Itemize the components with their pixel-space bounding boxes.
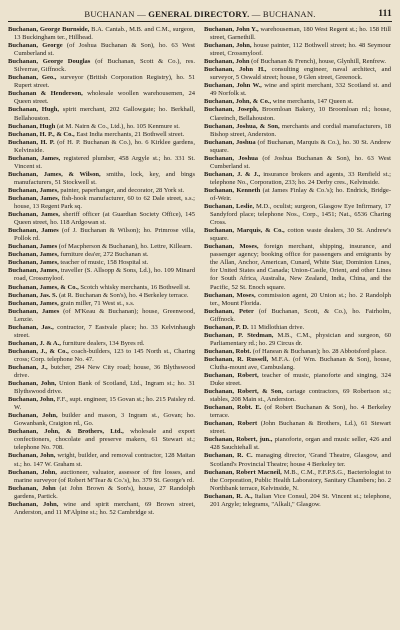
entry-details: registered plumber, 458 Argyle st.; ho. 331 St. Vincent st.	[14, 154, 196, 170]
entry-name: Buchanan, J., & Co.,	[8, 347, 69, 355]
directory-entry	[8, 155, 195, 171]
directory-entry	[8, 308, 195, 324]
directory-columns	[8, 26, 392, 517]
entry-name: Buchanan, R. Russell,	[204, 355, 269, 363]
entry-details: wright, builder, and removal contractor, 128 Maitan st.; ho. 147 W. Graham st.	[14, 452, 196, 468]
entry-details: Union Bank of Scotland, Ltd., Ingram st.; ho. 31 Blythswood drive.	[14, 380, 196, 396]
entry-details: house painter, 112 Bothwell street; ho. 48 Seymour street, Crossmyloof.	[210, 42, 392, 58]
directory-entry	[8, 380, 195, 396]
directory-entry	[8, 74, 195, 90]
entry-name: Buchanan, Marquis, & Co.,	[204, 227, 285, 235]
directory-entry	[204, 356, 391, 372]
directory-entry	[204, 388, 391, 404]
directory-entry	[204, 98, 391, 106]
entry-details: Italian Vice Consul, 204 St. Vincent st.; telephone, 201 Argyle; telegrams, "Alkali," Glasgow.	[210, 492, 391, 508]
entry-details: managing director, 'Grand Theatre, Glasgow, and Scotland's Provincial Theatre; house 4 Berkeley ter.	[210, 452, 391, 468]
directory-entry	[8, 501, 195, 517]
entry-name: Buchanan, J. & A.,	[8, 339, 61, 347]
entry-name: Buchanan, James, & Wilson,	[8, 170, 101, 178]
directory-entry	[8, 284, 195, 292]
directory-entry	[8, 42, 195, 58]
entry-name: Buchanan, John	[8, 484, 56, 492]
entry-name: Buchanan, John H.,	[204, 66, 267, 74]
entry-name: Buchanan, R. C.	[204, 452, 253, 460]
directory-entry	[204, 324, 391, 332]
directory-entry	[204, 493, 391, 509]
entry-name: Buchanan, H. P.	[8, 138, 55, 146]
entry-details: F.F., supt. engineer, 15 Govan st.; ho. 215 Paisley rd. W.	[14, 396, 196, 412]
entry-name: Buchanan, H. P., & Co.,	[8, 130, 75, 138]
directory-entry	[204, 404, 391, 420]
directory-entry	[8, 211, 195, 227]
entry-details: 11 Midlothian drive.	[250, 323, 305, 331]
entry-name: Buchanan, Hugh,	[8, 106, 60, 114]
entry-name: Buchanan, John,	[8, 412, 58, 420]
directory-entry	[204, 243, 391, 291]
entry-details: (at John Brown & Son's), house, 27 Randolph gardens, Partick.	[14, 484, 195, 500]
directory-entry	[8, 348, 195, 364]
entry-name: Buchanan, Peter	[204, 307, 254, 315]
entry-details: (of Robert Buchanan & Son), ho. 4 Berkeley terrace.	[210, 404, 391, 420]
entry-name: Buchanan, James,	[8, 154, 61, 162]
left-column	[8, 26, 195, 517]
directory-entry	[8, 412, 195, 428]
entry-name: Buchanan, James, & Co.,	[8, 283, 79, 291]
entry-details: (of Buchanan, Marquis & Co.), ho. 30 St. Andrew square.	[210, 138, 392, 154]
entry-name: Buchanan, Robert Macneil,	[204, 468, 282, 476]
entry-details: East India merchants, 21 Bothwell street.	[76, 130, 185, 138]
directory-entry	[8, 267, 195, 283]
entry-details: merchants and cordial manufacturers, 18 Bishop street, Anderston.	[210, 122, 391, 138]
entry-details: contractor, 7 Eastvale place; ho. 33 Kelvinhaugh street.	[14, 323, 196, 339]
directory-entry	[204, 58, 391, 66]
entry-name: Buchanan, James,	[8, 267, 59, 275]
entry-details: M.F.A. (of Wm. Buchanan & Son), house, Clutha-mount ave, Cambuslang.	[210, 355, 391, 371]
entry-name: Buchanan, John,	[8, 500, 59, 508]
directory-entry	[204, 203, 391, 227]
entry-details: wine and spirit merchant, 332 Scotland st. and 49 Norfolk st.	[210, 82, 391, 98]
directory-entry	[204, 171, 391, 187]
entry-name: Buchanan, Joshua, & Son,	[204, 122, 280, 130]
directory-entry	[204, 452, 391, 468]
entry-details: (at M. Nairn & Co., Ltd.), ho. 105 Kenmure st.	[56, 122, 180, 130]
entry-name: Buchanan, Robert,	[204, 372, 259, 380]
entry-name: Buchanan, George Douglas	[8, 58, 91, 66]
directory-entry	[204, 139, 391, 155]
entry-details: wholesale and export confectioners, chocolate and preserve makers, 61 Stewart st.; telephone No. 708.	[14, 428, 195, 452]
directory-entry	[8, 131, 195, 139]
entry-name: Buchanan, J. & J.,	[204, 170, 261, 178]
directory-entry	[8, 428, 195, 452]
entry-details: (of Joshua Buchanan & Son), ho. 63 West Cumberland st.	[210, 154, 391, 170]
directory-entry	[204, 42, 391, 58]
directory-entry	[204, 187, 391, 203]
directory-entry	[204, 420, 391, 436]
directory-entry	[8, 485, 195, 501]
entry-details: warehouseman, 180 West Regent st.; ho. 158 Hill street, Garnethill.	[210, 26, 392, 42]
entry-details: (of M'Keau & Buchanan); house, Greenwood, Lenzie.	[14, 307, 195, 323]
entry-name: Buchanan, Robt. E.	[204, 404, 262, 412]
entry-name: Buchanan, Jas.,	[8, 323, 54, 331]
entry-details: insurance brokers and agents, 33 Renfield st.; telephone No., Corporation, 233; ho. 24 Derby cres., Kelvinside.	[210, 170, 391, 186]
entry-name: Buchanan, John, & Co.,	[204, 98, 272, 106]
entry-name: Buchanan, James,	[8, 194, 60, 202]
directory-entry	[8, 227, 195, 243]
entry-details: Broomloan Bakery, 10 Broomloan rd.; house, Clareinch, Bellahouston.	[210, 106, 392, 122]
entry-name: Buchanan, John,	[204, 42, 252, 50]
entry-name: Buchanan, Robt.	[204, 347, 252, 355]
entry-details: M.B., C.M., F.F.P.S.G., Bacteriologist to the Corporation, Public Health Laboratory, Sanitary Chambers; ho. 2 Northbank terrace, Kelvinside, N.	[210, 468, 392, 492]
entry-details: (John Buchanan & Brothers, Ld.), 61 Stewart street.	[210, 420, 391, 436]
directory-entry	[8, 171, 195, 187]
entry-details: (of Hanean & Buchanan); ho. 28 Abbotsford place.	[252, 347, 387, 355]
entry-details: traveller (S. Allsopp & Sons, Ld.), ho. 109 Minard road, Crossmyloof.	[14, 267, 196, 283]
entry-name: Buchanan, John,	[8, 380, 57, 388]
entry-details: (of H. P. Buchanan & Co.), ho. 6 Kirklee gardens, Kelvinside.	[14, 138, 195, 154]
directory-entry	[8, 106, 195, 122]
entry-name: Buchanan, James	[8, 227, 59, 235]
entry-details: wine merchants, 147 Queen st.	[272, 98, 354, 106]
entry-name: Buchanan, James,	[8, 186, 59, 194]
directory-entry	[8, 58, 195, 74]
entry-name: Buchanan, Hugh	[8, 122, 56, 130]
entry-name: Buchanan, James,	[8, 251, 59, 259]
directory-entry	[8, 340, 195, 348]
entry-name: Buchanan, James,	[8, 299, 59, 307]
entry-details: cartage contractors, 69 Robertson st.; stables, 208 Main st., Anderston.	[210, 388, 392, 404]
directory-entry	[8, 324, 195, 340]
entry-name: Buchanan, J.,	[8, 363, 48, 371]
directory-entry	[8, 187, 195, 195]
entry-name: Buchanan, R. A.,	[204, 492, 253, 500]
entry-name: Buchanan, John, & Brothers, Ltd.,	[8, 428, 124, 436]
directory-entry	[204, 436, 391, 452]
running-header: BUCHANAN — GENERAL DIRECTORY. — BUCHANAN. 111	[8, 6, 392, 22]
page-number: 111	[378, 8, 392, 19]
entry-name: Buchanan, P. D.	[204, 323, 249, 331]
directory-entry	[8, 243, 195, 251]
entry-details: (at James Finlay & Co.'s); ho. Endrick, Bridge-of-Weir.	[210, 186, 392, 202]
entry-details: sheriff officer (at Guardian Society Office), 145 Queen street, ho. 118 Ardgowan st.	[14, 211, 195, 227]
entry-name: Buchanan, James,	[8, 211, 60, 219]
entry-name: Buchanan, John,	[8, 452, 56, 460]
directory-entry	[8, 452, 195, 468]
directory-entry	[204, 82, 391, 98]
directory-entry	[204, 292, 391, 308]
entry-details: smiths, lock, key, and bings manufacturers, 51 Stockwell st.	[14, 170, 196, 186]
directory-entry	[204, 332, 391, 348]
entry-name: Buchanan, George Burnside,	[8, 26, 90, 33]
directory-entry	[8, 26, 195, 42]
directory-entry	[8, 396, 195, 412]
entry-details: Scotch whisky merchants, 16 Bothwell st.	[80, 283, 191, 291]
header-right: BUCHANAN.	[262, 8, 316, 19]
directory-entry	[204, 372, 391, 388]
entry-name: Buchanan, Leslie,	[204, 203, 254, 211]
entry-name: Buchanan, John	[204, 58, 250, 66]
entry-details: teacher of music, 158 Hospital st.	[60, 259, 149, 267]
entry-details: M.B., C.M., physician and surgeon, 60 Parliamentary rd.; ho. 29 Circus dr.	[210, 331, 392, 347]
entry-name: Buchanan, P. Stedman,	[204, 331, 274, 339]
entry-details: surveyor (British Corporation Registry), ho. 51 Rupert street.	[14, 74, 196, 90]
header-center: GENERAL DIRECTORY.	[148, 8, 250, 19]
entry-name: Buchanan, Robert	[204, 420, 258, 428]
entry-name: Buchanan, Moses,	[204, 243, 259, 251]
entry-name: Buchanan, Geo.,	[8, 74, 57, 82]
entry-details: wine and spirit merchant, 69 Brown street, Anderston, and 11 M'Alpine st.; ho. 52 Cambridge st.	[14, 500, 195, 516]
entry-name: Buchanan, George	[8, 42, 63, 50]
directory-entry	[8, 139, 195, 155]
directory-entry	[8, 251, 195, 259]
directory-entry	[8, 195, 195, 211]
entry-details: consulting engineer, naval architect, and surveyor, 5 Oswald street; house, 9 Glen street, Greenock.	[210, 66, 391, 82]
entry-details: painter, paperhanger, and decorator, 28 York st.	[60, 186, 185, 194]
entry-details: (of Buchanan & French), house, Glynhill, Renfrew.	[251, 58, 386, 66]
directory-entry	[8, 259, 195, 267]
entry-details: spirit merchant, 202 Gallowgate; ho. Berkhall, Bellahouston.	[14, 106, 195, 122]
entry-details: cotton waste dealers, 30 St. Andrew's square.	[210, 227, 391, 243]
entry-name: Buchanan, John W.,	[204, 82, 262, 90]
entry-name: Buchanan, Jas. S.	[8, 291, 58, 299]
entry-name: Buchanan, Moses,	[204, 291, 256, 299]
entry-name: Buchanan & Henderson,	[8, 90, 83, 98]
directory-entry	[204, 227, 391, 243]
entry-details: coach-builders, 123 to 145 North st., Charing cross; Corp. telephone No. 47.	[14, 347, 195, 363]
directory-entry	[8, 469, 195, 485]
entry-name: Buchanan, James	[8, 243, 58, 251]
entry-name: Buchanan, James	[8, 307, 60, 315]
entry-name: Buchanan, John Y.,	[204, 26, 259, 33]
directory-entry	[204, 106, 391, 122]
directory-entry	[8, 123, 195, 131]
directory-entry	[8, 90, 195, 106]
directory-entry	[204, 123, 391, 139]
entry-details: grain miller, 71 West st., s.s.	[60, 299, 135, 307]
entry-name: Buchanan, James,	[8, 259, 59, 267]
entry-details: (of Buchanan, Scott, & Co.), ho. Fairholm, Giffnock.	[210, 307, 392, 323]
header-left: BUCHANAN	[84, 8, 135, 19]
entry-details: foreign merchant, shipping, insurance, and passenger agency; booking office for passengers and emigrants by the Allan, Anchor, American, Cunard, White Star, Dominion Lines, for United States and Canada; Union-Castle, Orient, and other Lines for South Africa, Australia, New Zealand, India, China, and the Pacific, 52 St. Enoch square.	[210, 243, 392, 291]
entry-details: commission agent, 20 Union st.; ho. 2 Randolph ter., Mount Florida.	[210, 291, 391, 307]
right-column	[204, 26, 391, 517]
entry-name: Buchanan, Joshua	[204, 154, 259, 162]
entry-details: wholesale woollen warehousemen, 24 Queen street.	[14, 90, 195, 106]
directory-entry	[8, 364, 195, 380]
directory-entry	[204, 26, 391, 42]
entry-name: Buchanan, Joshua	[204, 138, 256, 146]
entry-name: Buchanan, John,	[8, 396, 56, 404]
entry-details: (at R. Buchanan & Son's), ho. 4 Berkeley terrace.	[58, 291, 189, 299]
entry-details: butcher, 294 New City road; house, 36 Blythswood drive.	[14, 363, 195, 380]
entry-name: Buchanan, Robert, & Son,	[204, 388, 284, 396]
directory-entry	[204, 348, 391, 356]
entry-details: builder and mason, 3 Ingram st., Govan; ho. Gowanbank, Craigton rd., Go.	[14, 412, 195, 428]
entry-details: (of J. Buchanan & Wilson); ho. Primrose villa, Pollok rd.	[14, 227, 195, 243]
entry-details: (of Macpherson & Buchanan), ho. Lettre, Killearn.	[58, 243, 193, 251]
entry-name: Buchanan, Robert, jun.,	[204, 436, 273, 444]
entry-details: teacher of music, pianoforte and singing, 324 Duke street.	[210, 372, 391, 388]
entry-name: Buchanan, Kenneth	[204, 186, 261, 194]
entry-details: (of Joshua Buchanan & Son), ho. 63 West Cumberland st.	[14, 42, 195, 58]
directory-entry	[204, 66, 391, 82]
entry-details: M.D., oculist; surgeon, Glasgow Eye Infirmary, 17 Sandyford place; telephone Nos., Corp., 1451; Nat., 6536 Charing Cross.	[210, 203, 391, 227]
directory-entry	[204, 155, 391, 171]
directory-entry	[8, 300, 195, 308]
entry-details: pianoforte, organ and music seller, 426 and 428 Sauchiehall st.	[210, 436, 391, 452]
entry-details: furniture dealers, 134 Byres rd.	[62, 339, 145, 347]
entry-details: auctioneer, valuator, assessor of fire losses, and marine surveyor (of Robert M'Tear & Co.'s), ho. 379 St. George's rd.	[14, 468, 195, 484]
entry-details: (of Buchanan, Scott & Co.), res. Silverrae, Giffnock.	[14, 58, 195, 74]
entry-details: furniture dea'er, 272 Buchanan st.	[60, 251, 149, 259]
entry-details: fish-hook manufacturer, 60 to 62 Dale street, s.s.; house, 13 Regent Park sq.	[14, 194, 196, 211]
entry-name: Buchanan, Joseph,	[204, 106, 259, 114]
directory-entry	[8, 292, 195, 300]
directory-entry	[204, 469, 391, 493]
entry-details: B.A. Cantab., M.B. and C.M., surgeon, 13 Buckingham ter., Hillhead.	[14, 26, 195, 42]
directory-entry	[204, 308, 391, 324]
entry-name: Buchanan, John,	[8, 468, 57, 476]
